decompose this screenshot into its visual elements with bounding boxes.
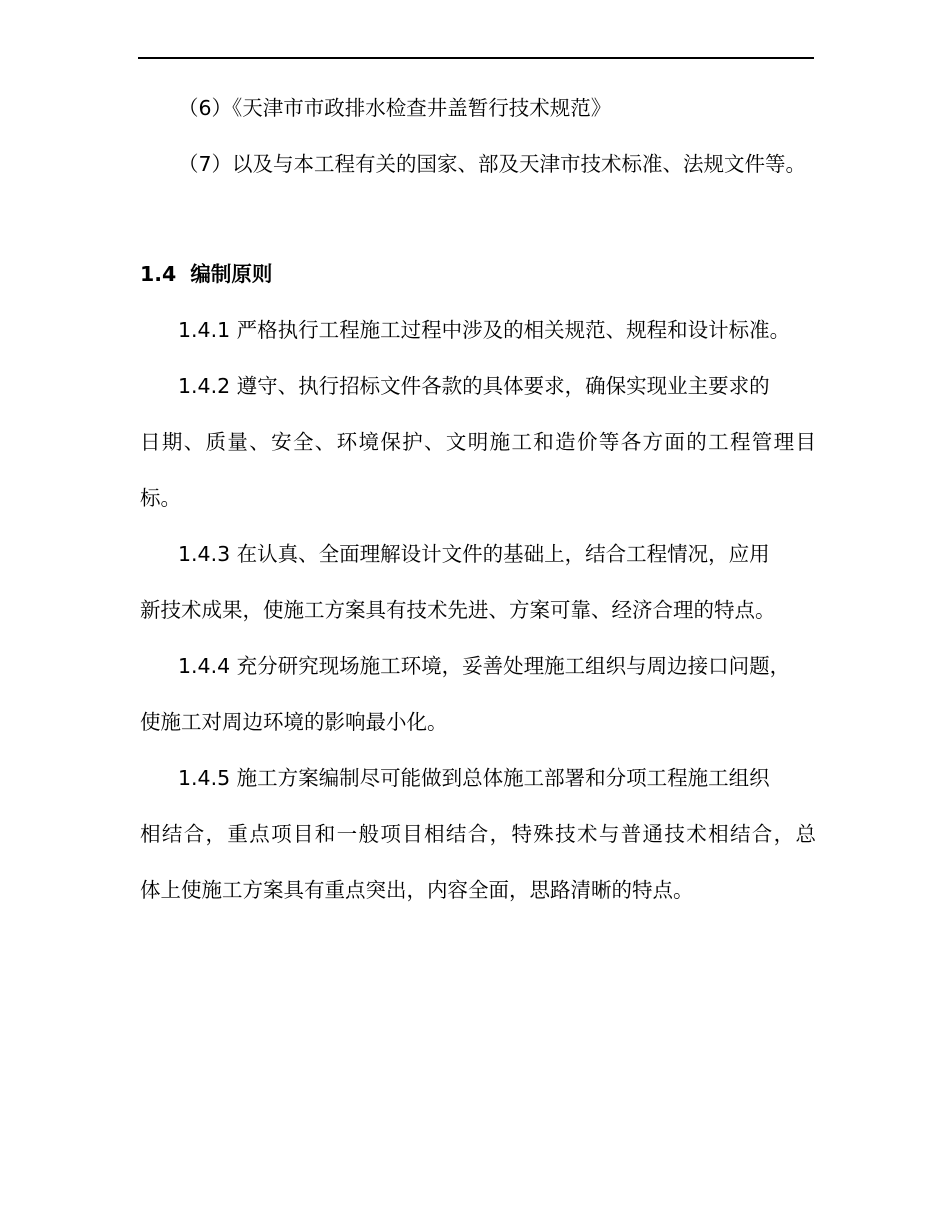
principle-4 <box>140 638 816 750</box>
header-rule <box>138 57 814 59</box>
paragraph-line: 新技术成果，使施工方案具有技术先进、方案可靠、经济合理的特点。 <box>140 598 776 622</box>
section-number: 1.4 <box>140 262 177 286</box>
paragraph-line: 使施工对周边环境的影响最小化。 <box>140 710 448 734</box>
paragraph-line: 1.4.2 遵守、执行招标文件各款的具体要求，确保实现业主要求的 <box>178 374 770 398</box>
paragraph-line: 日期、质量、安全、环境保护、文明施工和造价等各方面的工程管理目 <box>140 430 816 454</box>
paragraph-line: 1.4.3 在认真、全面理解设计文件的基础上，结合工程情况，应用 <box>178 542 770 566</box>
paragraph-line: 1.4.4 充分研究现场施工环境，妥善处理施工组织与周边接口问题， <box>178 654 791 678</box>
paragraph-line: 1.4.5 施工方案编制尽可能做到总体施工部署和分项工程施工组织 <box>178 766 770 790</box>
paragraph-line: 相结合，重点项目和一般项目相结合，特殊技术与普通技术相结合，总 <box>140 822 816 846</box>
reference-item-6: （6）《天津市市政排水检查井盖暂行技术规范》 <box>178 96 612 120</box>
principle-5 <box>140 750 816 918</box>
section-title: 编制原则 <box>190 262 273 286</box>
paragraph-line: 体上使施工方案具有重点突出，内容全面，思路清晰的特点。 <box>140 878 694 902</box>
page-content <box>140 80 816 918</box>
reference-item-7: （7）以及与本工程有关的国家、部及天津市技术标准、法规文件等。 <box>178 152 807 176</box>
section-heading <box>140 246 816 302</box>
section-spacer <box>140 192 816 246</box>
principle-1 <box>140 302 816 358</box>
principle-2 <box>140 358 816 526</box>
principle-3 <box>140 526 816 638</box>
paragraph-line: 1.4.1 严格执行工程施工过程中涉及的相关规范、规程和设计标准。 <box>178 318 791 342</box>
paragraph-line: 标。 <box>140 486 181 510</box>
